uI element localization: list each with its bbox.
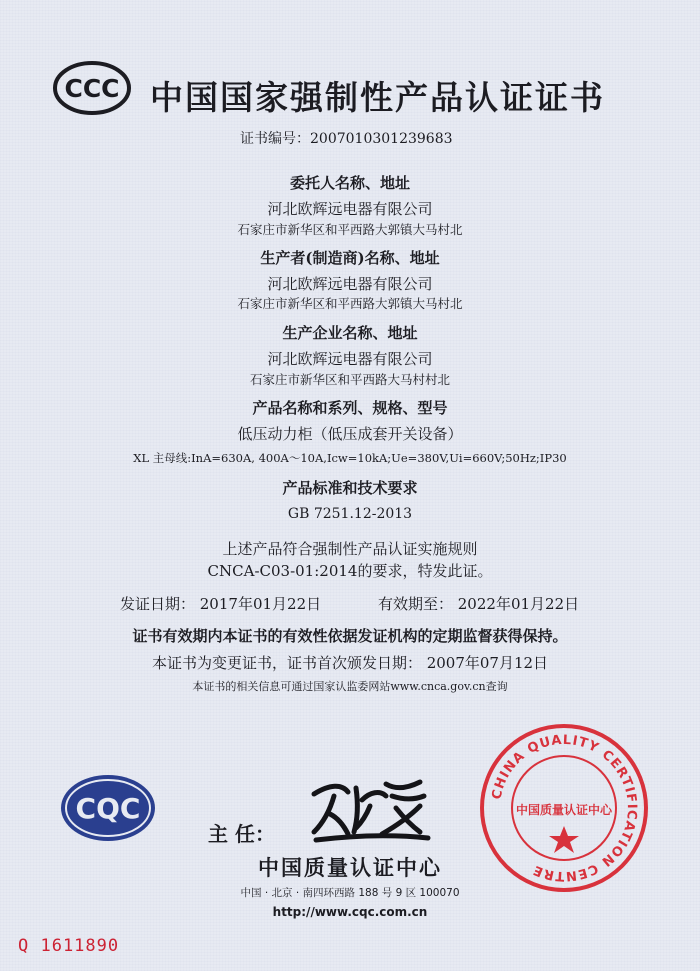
director-signature xyxy=(300,770,440,850)
issuer-website: http://www.cqc.com.cn xyxy=(272,905,428,919)
standard-heading: 产品标准和技术要求 xyxy=(282,479,418,497)
validity-note: 证书有效期内本证书的有效性依据发证机构的定期监督获得保持。 xyxy=(132,627,568,645)
seal-inner-text: 中国质量认证中心 xyxy=(515,803,613,817)
product-heading: 产品名称和系列、规格、型号 xyxy=(252,399,448,417)
factory-name: 河北欧辉远电器有限公司 xyxy=(267,350,433,368)
change-note: 本证书为变更证书，证书首次颁发日期： 2007年07月12日 xyxy=(151,654,549,672)
ccc-logo-text: CCC xyxy=(64,74,120,103)
issuer-address: 中国 · 北京 · 南四环西路 188 号 9 区 100070 xyxy=(240,887,460,899)
certification-seal xyxy=(478,722,650,894)
standard-value: GB 7251.12-2013 xyxy=(287,506,413,522)
ccc-logo-icon xyxy=(52,60,132,116)
product-name: 低压动力柜（低压成套开关设备） xyxy=(237,425,463,443)
client-address: 石家庄市新华区和平西路大郭镇大马村北 xyxy=(237,222,463,237)
expiry-date: 有效期至： 2022年01月22日 xyxy=(378,595,580,613)
client-name: 河北欧辉远电器有限公司 xyxy=(267,200,433,218)
cqc-logo-icon xyxy=(58,772,158,844)
seal-outer-text: CHINA QUALITY CERTIFICATION CENTRE xyxy=(489,732,640,884)
factory-address: 石家庄市新华区和平西路大马村村北 xyxy=(249,372,450,387)
serial-number: Q 1611890 xyxy=(18,936,120,956)
certificate-number: 证书编号：2007010301239683 xyxy=(240,131,453,147)
website-note: 本证书的相关信息可通过国家认监委网站www.cnca.gov.cn查询 xyxy=(192,680,508,693)
cqc-logo-text: CQC xyxy=(75,792,141,825)
issuer-name: 中国质量认证中心 xyxy=(258,855,442,880)
client-heading: 委托人名称、地址 xyxy=(289,174,410,192)
manufacturer-name: 河北欧辉远电器有限公司 xyxy=(267,275,433,293)
manufacturer-address: 石家庄市新华区和平西路大郭镇大马村北 xyxy=(237,296,463,311)
statement-line1: 上述产品符合强制性产品认证实施规则 xyxy=(222,540,478,558)
product-spec: XL 主母线:InA=630A, 400A～10A,Icw=10kA;Ue=380V,Ui=660V;50Hz;IP30 xyxy=(133,451,567,465)
seal-star-icon xyxy=(549,826,579,853)
certificate-title: 中国国家强制性产品认证证书 xyxy=(150,78,605,117)
director-label: 主 任： xyxy=(208,822,275,846)
issue-date: 发证日期： 2017年01月22日 xyxy=(120,595,322,613)
factory-heading: 生产企业名称、地址 xyxy=(282,324,418,342)
statement-line2: CNCA-C03-01:2014的要求，特发此证。 xyxy=(207,562,493,580)
manufacturer-heading: 生产者(制造商)名称、地址 xyxy=(260,249,440,267)
